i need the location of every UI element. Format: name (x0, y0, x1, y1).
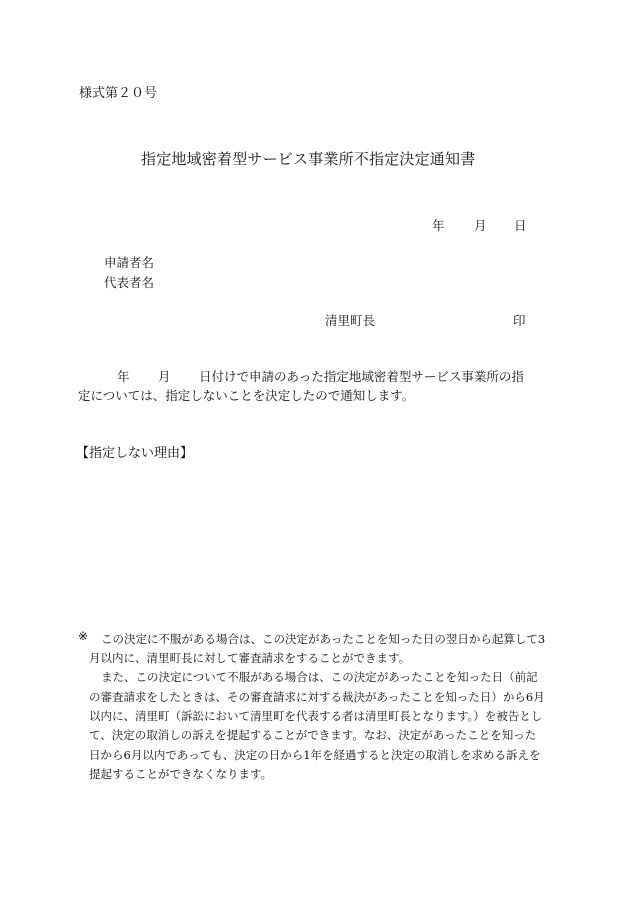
body-year-label: 年 (117, 369, 130, 384)
notice-line: また、この決定について不服がある場合は、この決定があったことを知った日（前記 (101, 670, 538, 684)
body-line-2: 定については、指定しないことを決定したので通知します。 (78, 388, 415, 403)
notice-line: の審査請求をしたときは、その審査請求に対する裁決があったことを知った日）から6月 (89, 690, 545, 704)
body-line-1: 日付けで申請のあった指定地域密着型サービス事業所の指 (199, 369, 524, 384)
reason-heading: 【指定しない理由】 (76, 446, 194, 461)
notice-line: 提起することができなくなります。 (89, 767, 273, 781)
issuer-name: 清里町長 (325, 313, 376, 328)
notice-line: 日から6月以内であっても、決定の日から1年を経過すると決定の取消しを求める訴えを (89, 748, 541, 762)
date-month-label: 月 (474, 218, 487, 233)
notice-mark: ※ (78, 629, 89, 643)
date-day-label: 日 (514, 218, 527, 233)
date-year-label: 年 (432, 218, 445, 233)
form-number: 様式第２０号 (79, 86, 158, 101)
applicant-name-label: 申請者名 (104, 255, 155, 270)
notice-line: て、決定の取消しの訴えを提起することができます。なお、決定があったことを知った (89, 728, 537, 742)
document-title: 指定地域密着型サービス事業所不指定決定通知書 (141, 150, 476, 168)
body-month-label: 月 (158, 369, 171, 384)
seal-mark: 印 (513, 313, 526, 328)
notice-line: 以内に、清里町（訴訟において清里町を代表する者は清里町長となります。）を被告とし (89, 709, 543, 723)
representative-name-label: 代表者名 (104, 275, 155, 290)
notice-line: この決定に不服がある場合は、この決定があったことを知った日の翌日から起算して3 (101, 632, 546, 646)
notice-line: 月以内に、清里町長に対して審査請求をすることができます。 (89, 651, 411, 665)
